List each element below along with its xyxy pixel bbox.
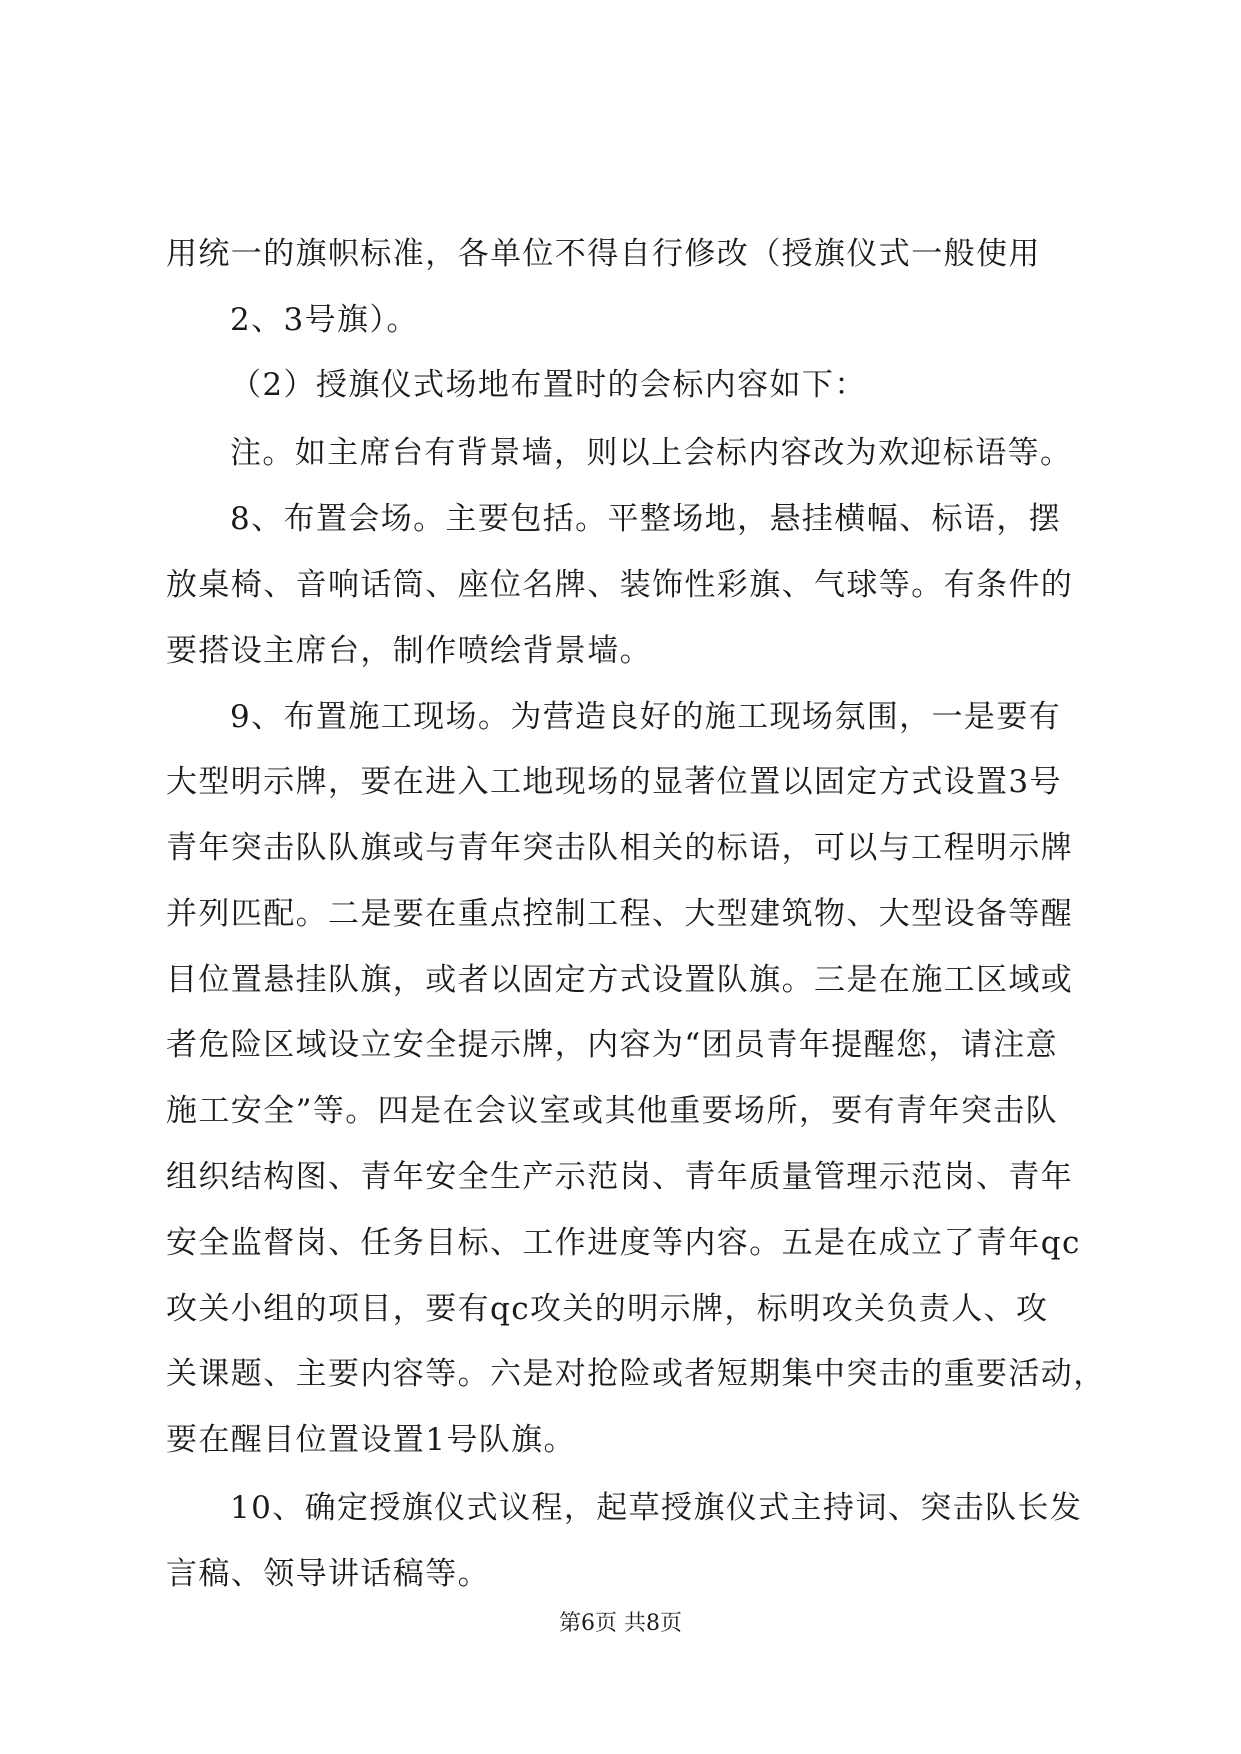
body-line: 者危险区域设立安全提示牌，内容为“团员青年提醒您，请注意 (166, 1027, 1059, 1063)
body-line: 注。如主席台有背景墙，则以上会标内容改为欢迎标语等。 (230, 435, 1073, 471)
body-line: 2、3号旗）。 (230, 302, 419, 338)
body-line: 要搭设主席台，制作喷绘背景墙。 (166, 633, 652, 669)
body-line: 大型明示牌，要在进入工地现场的显著位置以固定方式设置3号 (166, 764, 1062, 800)
body-line: 组织结构图、青年安全生产示范岗、青年质量管理示范岗、青年 (166, 1159, 1074, 1195)
body-line: 要在醒目位置设置1号队旗。 (166, 1422, 576, 1458)
body-line: 10、确定授旗仪式议程，起草授旗仪式主持词、突击队长发 (230, 1490, 1083, 1526)
body-line: 目位置悬挂队旗，或者以固定方式设置队旗。三是在施工区域或 (166, 962, 1074, 998)
body-line: 并列匹配。二是要在重点控制工程、大型建筑物、大型设备等醒 (166, 896, 1074, 932)
body-line: 8、布置会场。主要包括。平整场地，悬挂横幅、标语，摆 (230, 501, 1062, 537)
body-line: 用统一的旗帜标准，各单位不得自行修改（授旗仪式一般使用 (166, 236, 1041, 272)
body-line: （2）授旗仪式场地布置时的会标内容如下： (230, 367, 867, 403)
body-line: 放桌椅、音响话筒、座位名牌、装饰性彩旗、气球等。有条件的 (166, 567, 1074, 603)
page-footer: 第6页 共8页 (559, 1611, 682, 1636)
body-line: 关课题、主要内容等。六是对抢险或者短期集中突击的重要活动， (166, 1356, 1106, 1392)
body-line: 青年突击队队旗或与青年突击队相关的标语，可以与工程明示牌 (166, 830, 1074, 866)
body-line: 9、布置施工现场。为营造良好的施工现场氛围，一是要有 (230, 699, 1062, 735)
body-line: 言稿、领导讲话稿等。 (166, 1556, 490, 1592)
body-line: 攻关小组的项目，要有qc攻关的明示牌，标明攻关负责人、攻 (166, 1291, 1049, 1327)
body-line: 安全监督岗、任务目标、工作进度等内容。五是在成立了青年qc (166, 1225, 1081, 1261)
body-line: 施工安全”等。四是在会议室或其他重要场所，要有青年突击队 (166, 1093, 1059, 1129)
